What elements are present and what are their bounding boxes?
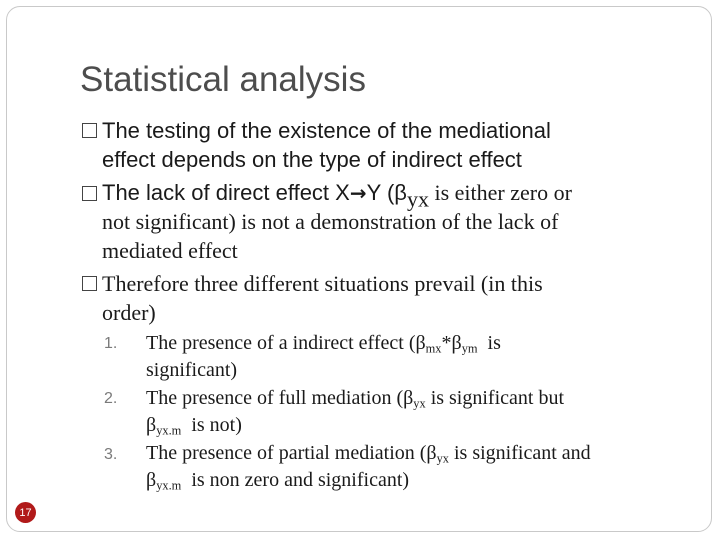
bullet-2-lead: The lack of direct effect X	[102, 180, 350, 205]
list-item-2-beta: β	[146, 414, 157, 436]
bullet-3-line-2: order)	[102, 300, 156, 325]
list-item-1-text-a: The presence of a indirect effect (β	[146, 332, 426, 354]
bullet-3-line-1: Therefore three different situations prevail (in this	[102, 271, 543, 296]
list-item-1-sub-a: mx	[425, 341, 442, 356]
list-item-2-text-b: is significant but	[425, 387, 565, 409]
bullet-1-line-1: The testing of the existence of the mediational	[102, 118, 551, 143]
list-item-3-text-c: is non zero and significant)	[181, 469, 410, 491]
right-arrow-icon: →	[349, 181, 367, 205]
list-item-1-sub-b: ym	[461, 341, 478, 356]
list-item-2-line-1	[146, 387, 565, 411]
list-item-3-beta: β	[146, 469, 157, 491]
list-item-1-text-c: is	[477, 332, 501, 354]
list-item-3-sub-a: yx	[436, 451, 449, 466]
bullet-box-2	[82, 186, 97, 201]
bullet-1-line-2: effect depends on the type of indirect effect	[102, 147, 522, 172]
list-item-1-text-b: *β	[441, 332, 462, 354]
bullet-2-line-1	[102, 180, 572, 212]
bullet-2-subscript: yx	[406, 186, 429, 212]
bullet-2-line-3: mediated effect	[102, 238, 238, 263]
list-item-2-text-a: The presence of full mediation (β	[146, 387, 414, 409]
list-item-2-sub-a: yx	[413, 396, 426, 411]
list-item-2-sub-b: yx.m	[156, 423, 182, 438]
list-item-3-text-a: The presence of partial mediation (β	[146, 442, 437, 464]
bullet-2-rest: is either zero or	[428, 180, 572, 205]
slide-number-badge: 17	[15, 502, 36, 523]
list-item-3-line-1	[146, 442, 591, 466]
list-item-2-text-c: is not)	[181, 414, 242, 436]
list-item-1-line-2: significant)	[146, 359, 238, 381]
list-item-3-sub-b: yx.m	[156, 478, 182, 493]
bullet-box-3	[82, 276, 97, 291]
list-number-3: 3.	[104, 446, 118, 463]
list-number-2: 2.	[104, 390, 118, 407]
bullet-2-mid: Y (β	[366, 180, 407, 205]
bullet-2-line-2: not significant) is not a demonstration of the lack of	[102, 209, 559, 234]
bullet-box-1	[82, 123, 97, 138]
list-item-3-line-2	[146, 469, 410, 493]
list-item-3-text-b: is significant and	[449, 442, 591, 464]
slide-title: Statistical analysis	[80, 60, 366, 99]
list-item-1-line-1	[146, 332, 501, 356]
list-number-1: 1.	[104, 335, 118, 352]
list-item-2-line-2	[146, 414, 242, 438]
